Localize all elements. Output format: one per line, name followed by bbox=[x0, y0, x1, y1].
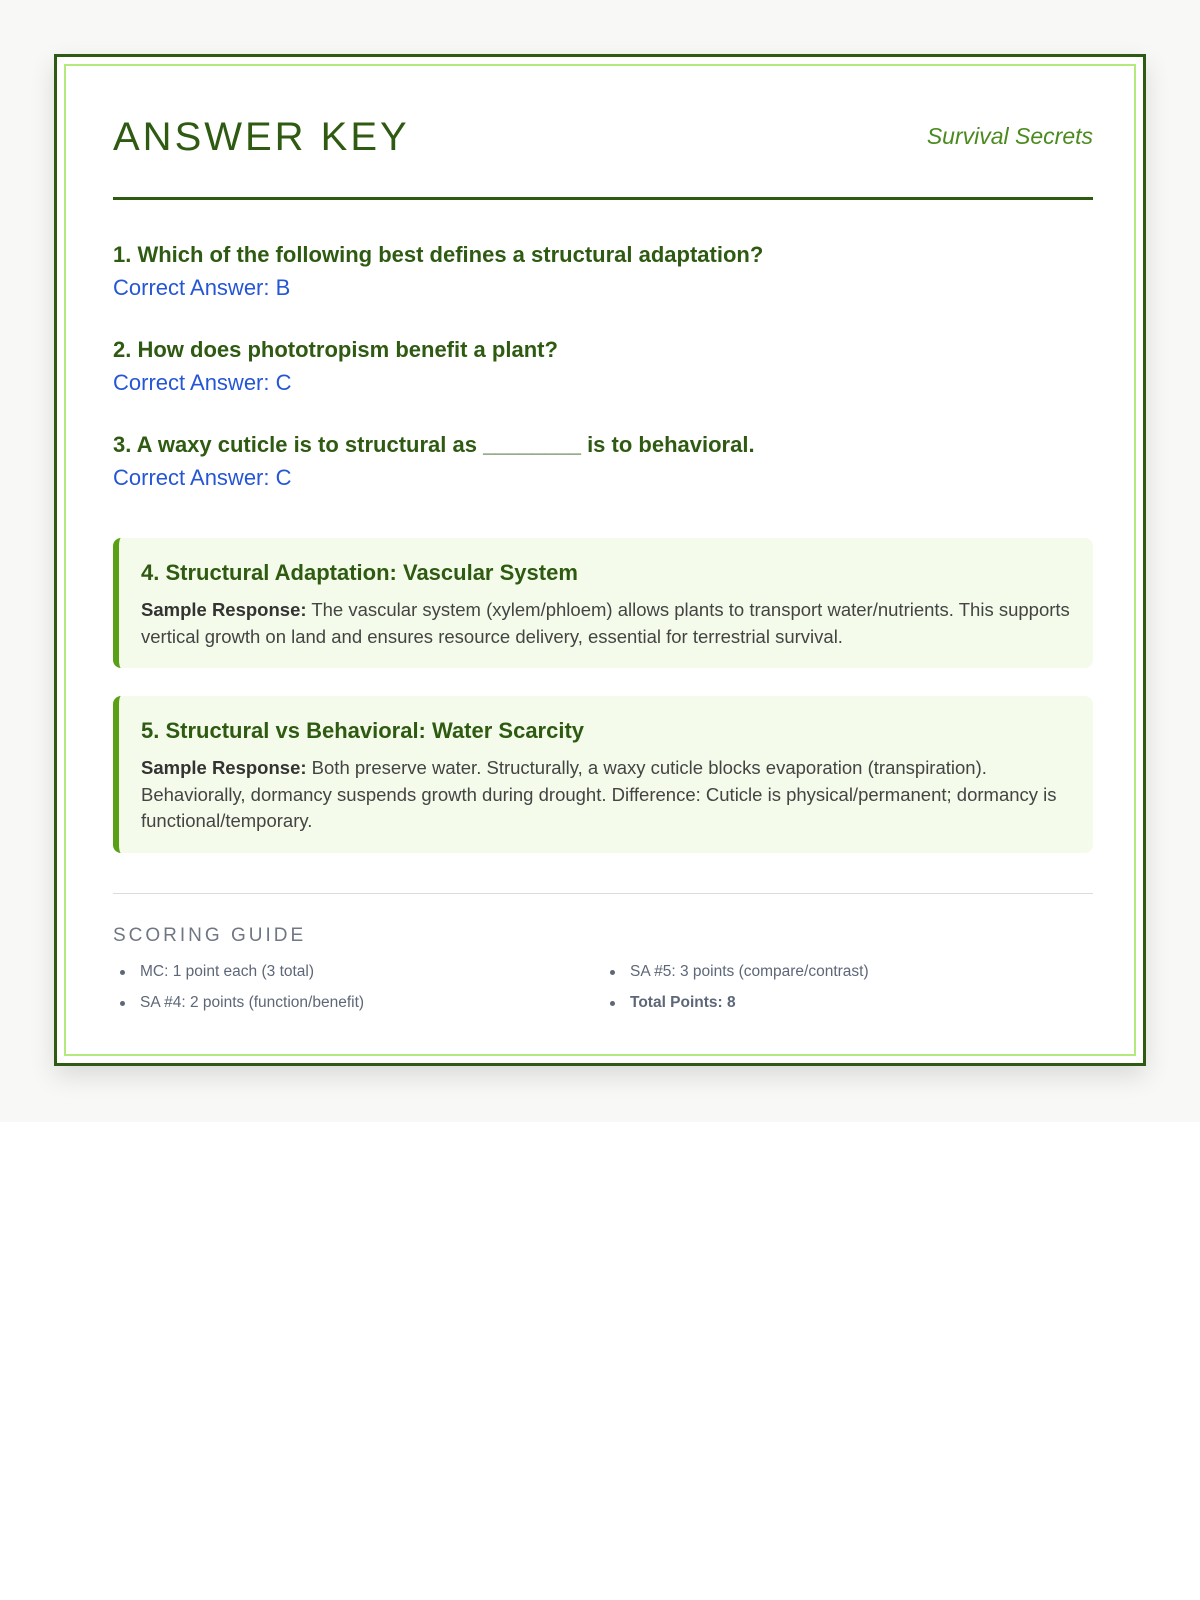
correct-answer: Correct Answer: B bbox=[113, 275, 291, 300]
sample-response-label: Sample Response: bbox=[141, 757, 307, 778]
question-item bbox=[113, 335, 1093, 397]
unit-subtitle: Survival Secrets bbox=[926, 123, 1093, 149]
scoring-list bbox=[603, 962, 1093, 1013]
multiple-choice-list bbox=[113, 240, 1093, 492]
scoring-item: MC: 1 point each (3 total) bbox=[113, 962, 603, 982]
page-title: ANSWER KEY bbox=[113, 115, 410, 159]
short-answer-title: 4. Structural Adaptation: Vascular System bbox=[141, 560, 578, 585]
scoring-list bbox=[113, 962, 603, 1013]
question-item bbox=[113, 240, 1093, 302]
short-answer-title: 5. Structural vs Behavioral: Water Scarcity bbox=[141, 718, 585, 743]
correct-answer: Correct Answer: C bbox=[113, 465, 292, 490]
short-answer-card bbox=[113, 538, 1093, 668]
question-item bbox=[113, 430, 1093, 492]
scoring-item: SA #5: 3 points (compare/contrast) bbox=[603, 962, 1093, 982]
question-text: 2. How does phototropism benefit a plant? bbox=[113, 337, 558, 362]
sample-response bbox=[141, 597, 1071, 650]
answer-key-content bbox=[113, 113, 1093, 1024]
scoring-guide-title: SCORING GUIDE bbox=[113, 924, 307, 946]
answer-key-header bbox=[113, 113, 1093, 200]
correct-answer: Correct Answer: C bbox=[113, 370, 292, 395]
question-text: 3. A waxy cuticle is to structural as ________ is to behavioral. bbox=[113, 432, 755, 457]
sample-response-text: Both preserve water. Structurally, a waxy cuticle blocks evaporation (transpiration). Behaviorally, dormancy suspends growth during drought. Difference: Cuticle is physical/permanent; dormancy is functional/temporary. bbox=[141, 757, 1057, 831]
scoring-guide bbox=[113, 893, 1093, 1024]
question-text: 1. Which of the following best defines a structural adaptation? bbox=[113, 242, 764, 267]
answer-key-card bbox=[54, 54, 1146, 1066]
sample-response bbox=[141, 755, 1071, 835]
scoring-left-column bbox=[113, 962, 603, 1024]
sample-response-label: Sample Response: bbox=[141, 599, 307, 620]
scoring-item: SA #4: 2 points (function/benefit) bbox=[113, 993, 603, 1013]
scoring-right-column bbox=[603, 962, 1093, 1024]
scoring-guide-columns bbox=[113, 962, 1093, 1024]
total-points: Total Points: 8 bbox=[603, 993, 1093, 1013]
short-answer-card bbox=[113, 696, 1093, 853]
sample-response-text: The vascular system (xylem/phloem) allows plants to transport water/nutrients. This supports vertical growth on land and ensures resource delivery, essential for terrestrial survival. bbox=[141, 599, 1070, 647]
